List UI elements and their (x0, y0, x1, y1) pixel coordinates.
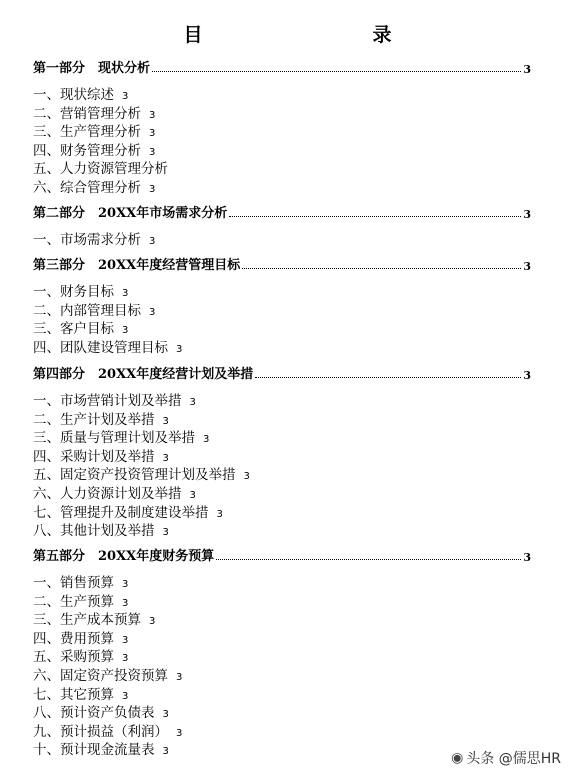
toc-entry-label: 三、客户目标 (33, 321, 114, 338)
toc-entry-page-number: 3 (149, 146, 156, 158)
toc-entry-label: 四、财务管理分析 (33, 142, 141, 159)
toc-entry[interactable] (33, 466, 250, 484)
toc-entry-page-number: 3 (149, 109, 156, 121)
toc-entry-page-number: 3 (149, 184, 156, 195)
toc-entry-page-number: 3 (149, 236, 156, 247)
toc-entry-label: 一、市场营销计划及举措 (33, 393, 182, 409)
dot-leader (152, 71, 521, 72)
toc-entry[interactable] (33, 648, 128, 666)
toc-entry-page-number: 3 (149, 616, 156, 628)
toc-entry[interactable] (33, 160, 176, 178)
toc-entry-page-number: 3 (162, 746, 169, 758)
toc-entry-label: 一、财务目标 (33, 284, 114, 300)
toc-entry-label: 一、现状综述 (33, 87, 114, 103)
toc-entry[interactable] (33, 630, 128, 648)
toc-entry[interactable] (33, 522, 169, 540)
toc-entry[interactable] (33, 429, 209, 447)
toc-entry-label: 二、营销管理分析 (33, 105, 141, 122)
toc-entry[interactable] (33, 704, 169, 722)
toc-entry[interactable] (33, 448, 169, 466)
toc-entry[interactable] (33, 593, 128, 611)
toc-entry-label: 二、内部管理目标 (33, 302, 141, 319)
toc-entry-page-number: 3 (122, 579, 129, 590)
toc-entry-page-number: 3 (176, 343, 183, 355)
section-heading-label: 第四部分 20XX年度经营计划及举措 (33, 367, 254, 382)
section-page-number: 3 (523, 369, 531, 382)
toc-entry[interactable] (33, 392, 196, 410)
toc-entry-label: 五、人力资源管理分析 (33, 161, 168, 178)
section-page-number: 3 (523, 260, 531, 273)
toc-entry[interactable] (33, 504, 223, 522)
toc-entry-page-number: 3 (122, 690, 129, 702)
toc-entry[interactable] (33, 86, 128, 104)
toc-section-heading[interactable] (33, 255, 531, 273)
toc-section-heading[interactable] (33, 546, 531, 564)
toc-entry[interactable] (33, 231, 155, 249)
toc-entry-label: 八、预计资产负债表 (33, 705, 155, 722)
toc-entry-label: 二、生产预算 (33, 593, 114, 610)
dot-leader (229, 216, 521, 217)
toc-entry[interactable] (33, 283, 128, 301)
section-heading-label: 第三部分 20XX年度经营管理目标 (33, 258, 241, 273)
toc-entry-label: 四、采购计划及举措 (33, 448, 155, 465)
toc-entry-page-number: 3 (122, 91, 129, 102)
toc-entry-page-number: 3 (122, 325, 129, 337)
toc-entry[interactable] (33, 667, 182, 685)
toc-section-heading[interactable] (33, 364, 531, 382)
toc-entry[interactable] (33, 411, 169, 429)
toc-entry[interactable] (33, 179, 155, 197)
toc-entry-label: 三、生产成本预算 (33, 612, 141, 629)
toc-entry[interactable] (33, 142, 155, 160)
toc-entry-page-number: 3 (176, 727, 183, 739)
toc-entry[interactable] (33, 320, 128, 338)
toc-entry-label: 六、综合管理分析 (33, 180, 141, 196)
section-page-number: 3 (523, 63, 531, 76)
toc-entry-label: 九、预计损益（利润） (33, 723, 168, 740)
toc-entry-page-number: 3 (149, 128, 156, 140)
toc-entry-label: 六、固定资产投资预算 (33, 668, 168, 684)
toc-title: 目 录 (183, 24, 436, 46)
toc-entry-label: 六、人力资源计划及举措 (33, 486, 182, 502)
section-heading-label: 第五部分 20XX年度财务预算 (33, 549, 215, 564)
toc-entry-label: 四、费用预算 (33, 630, 114, 647)
section-page-number: 3 (523, 551, 531, 564)
toc-entry-label: 一、销售预算 (33, 575, 114, 591)
toc-entry-page-number: 3 (189, 490, 196, 501)
toc-entry[interactable] (33, 723, 182, 741)
section-heading-label: 第二部分 20XX年市场需求分析 (33, 206, 228, 221)
toc-entry[interactable] (33, 686, 128, 704)
toc-section-heading[interactable] (33, 203, 531, 221)
dot-leader (255, 377, 521, 378)
toc-entry-page-number: 3 (162, 709, 169, 721)
toc-entry-page-number: 3 (122, 653, 129, 665)
toc-entry-page-number: 3 (162, 527, 169, 539)
toc-entry-label: 三、生产管理分析 (33, 124, 141, 141)
headline-logo-icon: ◉ (451, 750, 464, 766)
toc-entry-page-number: 3 (216, 508, 223, 520)
toc-entry-page-number: 3 (162, 415, 169, 427)
toc-entry-label: 七、管理提升及制度建设举措 (33, 504, 209, 521)
toc-entry-label: 一、市场需求分析 (33, 232, 141, 248)
toc-entry-page-number: 3 (203, 434, 210, 446)
toc-entry-page-number: 3 (162, 452, 169, 464)
toc-entry-label: 十、预计现金流量表 (33, 742, 155, 759)
toc-entry-page-number: 3 (243, 471, 250, 483)
toc-entry-page-number: 3 (149, 306, 156, 318)
toc-entry[interactable] (33, 339, 182, 357)
toc-entry-page-number: 3 (122, 634, 129, 646)
toc-entry-label: 三、质量与管理计划及举措 (33, 430, 195, 447)
toc-entry-label: 五、采购预算 (33, 649, 114, 666)
toc-entry[interactable] (33, 741, 169, 759)
toc-entry-label: 四、团队建设管理目标 (33, 339, 168, 356)
toc-entry-page-number: 3 (176, 672, 183, 683)
toc-entry[interactable] (33, 574, 128, 592)
toc-entry-label: 七、其它预算 (33, 686, 114, 703)
toc-entry[interactable] (33, 485, 196, 503)
toc-entry-page-number: 3 (122, 288, 129, 299)
toc-entry-label: 八、其他计划及举措 (33, 523, 155, 540)
watermark (451, 748, 561, 768)
toc-entry[interactable] (33, 123, 155, 141)
toc-entry-label: 二、生产计划及举措 (33, 411, 155, 428)
section-page-number: 3 (523, 208, 531, 221)
toc-entry-page-number: 3 (189, 397, 196, 408)
dot-leader (216, 559, 521, 560)
toc-section-heading[interactable] (33, 58, 531, 76)
watermark-text: 头条 @儒思HR (466, 751, 561, 767)
toc-entry-page-number: 3 (122, 597, 129, 609)
toc-entry[interactable] (33, 302, 155, 320)
toc-entry-label: 五、固定资产投资管理计划及举措 (33, 467, 236, 484)
section-heading-label: 第一部分 现状分析 (33, 61, 151, 76)
toc-entry[interactable] (33, 105, 155, 123)
toc-entry[interactable] (33, 611, 155, 629)
dot-leader (242, 268, 521, 269)
